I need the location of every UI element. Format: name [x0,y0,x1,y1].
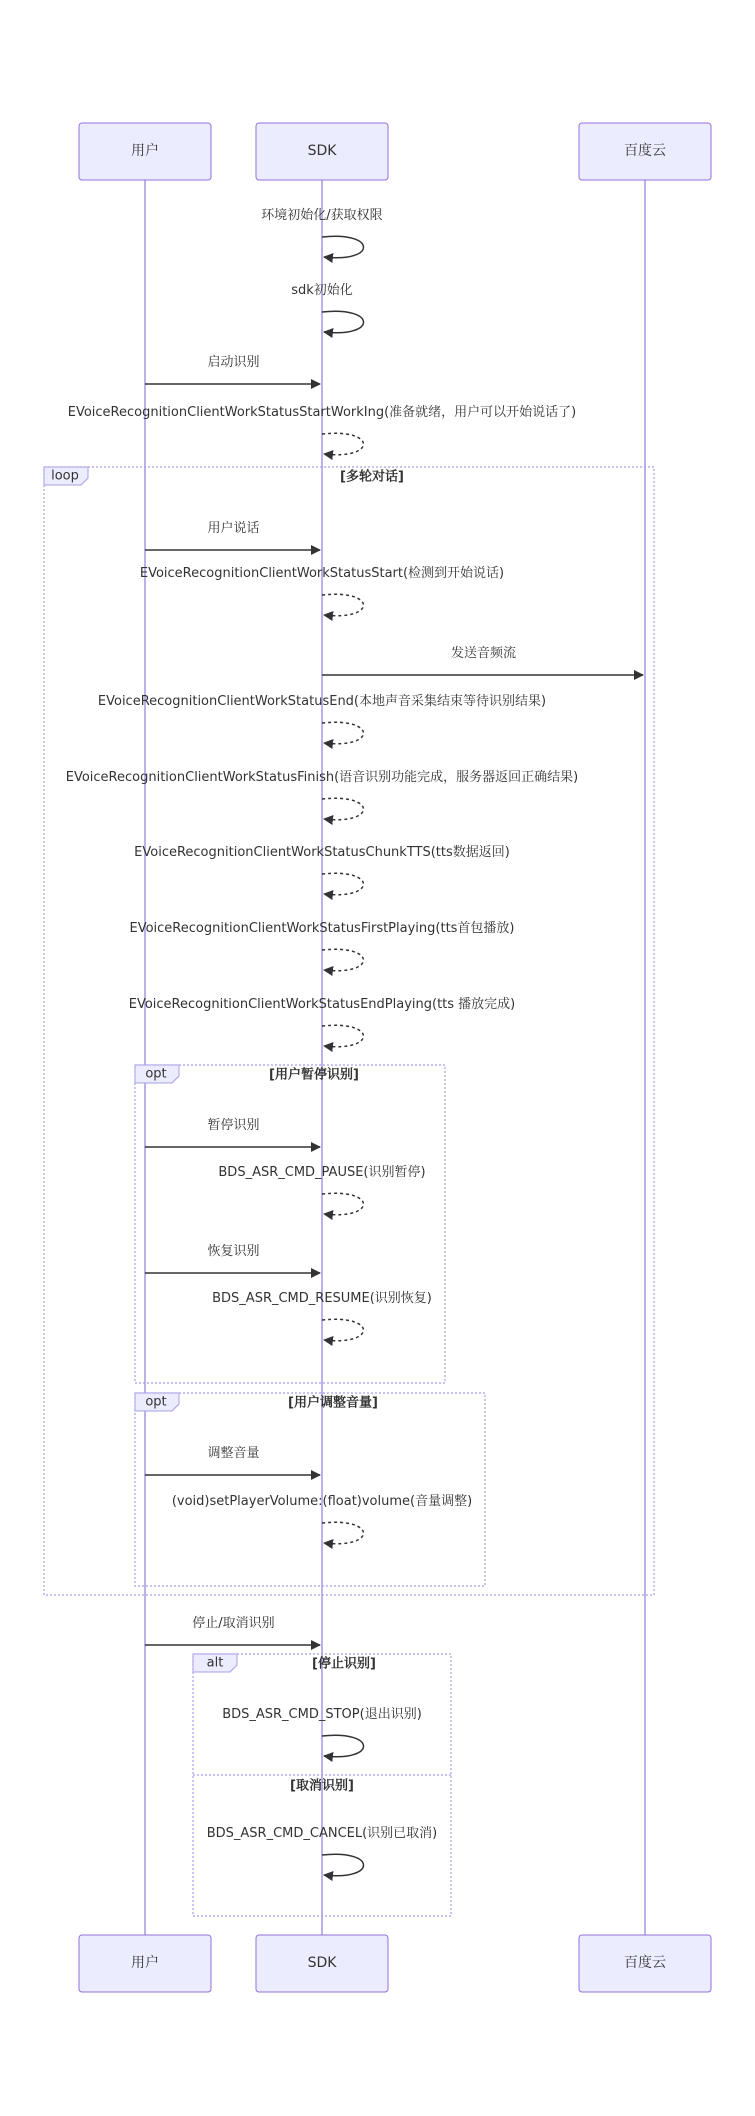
message-arrow [322,949,364,971]
message-label: BDS_ASR_CMD_CANCEL(识别已取消) [206,1826,438,1841]
actor-label: 百度云 [624,1955,666,1971]
actor-cloud-top [579,123,711,180]
actor-label: SDK [307,143,337,159]
message [145,1445,320,1475]
message-label: 环境初始化/获取权限 [261,208,383,223]
message-label: 用户说话 [207,521,260,536]
message-label: (void)setPlayerVolume:(float)volume(音量调整) [171,1494,473,1509]
actor-cloud-bottom [579,1935,711,1992]
fragment-keyword: loop [51,468,79,484]
message [145,1243,320,1273]
message [145,1615,320,1645]
fragment-condition: [用户调整音量] [288,1395,378,1411]
message-label: 发送音频流 [450,646,517,661]
message-label: 停止/取消识别 [192,1616,275,1631]
message [322,645,643,675]
message-arrow [322,873,364,895]
message-arrow [322,594,364,616]
message-arrow [322,1854,364,1876]
message [145,521,320,550]
messages [66,207,643,1876]
actor-label: 用户 [131,143,159,159]
message-arrow [322,1319,364,1341]
message-label: 恢复识别 [207,1244,260,1259]
message-label: 调整音量 [207,1446,260,1461]
actor-label: 百度云 [624,143,666,159]
opt-fragment-pause [135,1065,445,1383]
message [145,354,320,384]
message-label: EVoiceRecognitionClientWorkStatusFirstPlaying(tts首包播放) [129,921,515,936]
actor-sdk-bottom [256,1935,388,1992]
message-arrow [322,798,364,820]
message-label: EVoiceRecognitionClientWorkStatusStartWorkIng(准备就绪，用户可以开始说话了) [67,405,577,420]
message [291,283,363,333]
message-label: 暂停识别 [207,1118,260,1133]
message-arrow [322,1735,364,1757]
message-arrow [322,311,364,333]
fragment-else-condition: [取消识别] [290,1778,354,1794]
actor-label: 用户 [131,1955,159,1971]
fragment-condition: [停止识别] [312,1656,376,1672]
message-label: BDS_ASR_CMD_PAUSE(识别暂停) [218,1165,426,1180]
actor-sdk-top [256,123,388,180]
message-label: BDS_ASR_CMD_RESUME(识别恢复) [212,1291,432,1306]
message-arrow [322,236,364,258]
fragment-keyword: opt [145,1066,167,1082]
message-label: EVoiceRecognitionClientWorkStatusEnd(本地声音采集结束等待识别结果) [97,694,547,709]
fragment-condition: [多轮对话] [340,469,404,485]
message-label: EVoiceRecognitionClientWorkStatusEndPlaying(tts 播放完成) [128,997,516,1012]
actor-label: SDK [307,1955,337,1971]
message-arrow [322,433,364,455]
message-label: sdk初始化 [291,283,353,298]
message-arrow [322,722,364,744]
actor-user-top [79,123,211,180]
message-arrow [322,1025,364,1047]
message-arrow [322,1522,364,1544]
message-label: BDS_ASR_CMD_STOP(退出识别) [222,1707,422,1722]
message-label: EVoiceRecognitionClientWorkStatusStart(检测到开始说话) [139,566,505,581]
fragment-condition: [用户暂停识别] [269,1067,359,1083]
message [145,1117,320,1147]
fragment-keyword: opt [145,1394,167,1410]
message-label: EVoiceRecognitionClientWorkStatusChunkTTS(tts数据返回) [134,845,510,860]
message-label: EVoiceRecognitionClientWorkStatusFinish(语音识别功能完成，服务器返回正确结果) [65,770,579,785]
opt-fragment-volume [135,1393,485,1586]
message-arrow [322,1193,364,1215]
fragment-keyword: alt [206,1655,224,1671]
message-label: 启动识别 [207,355,260,370]
actor-user-bottom [79,1935,211,1992]
